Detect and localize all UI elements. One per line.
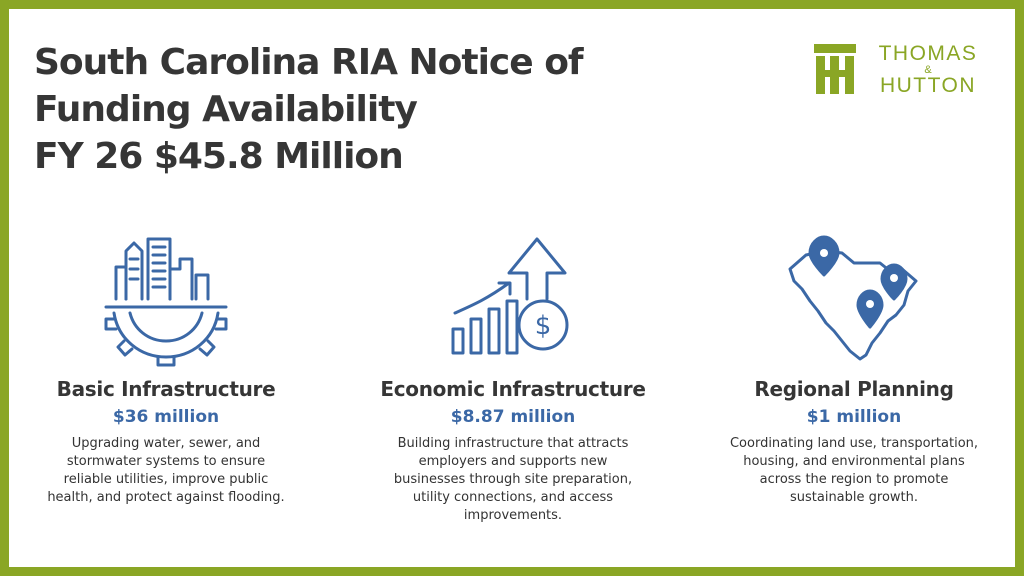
growth-chart-dollar-icon: [443, 229, 583, 369]
th-monogram-icon: [814, 44, 856, 96]
program-description: Upgrading water, sewer, and stormwater systems to ensure reliable utilities, improve public health, and protect against flooding.: [47, 436, 285, 505]
program-title: Regional Planning: [754, 377, 954, 401]
program-description: Coordinating land use, transportation, housing, and environmental plans across the region to promote sustainable growth.: [729, 436, 979, 505]
logo-word-hutton: HUTTON: [879, 74, 977, 97]
title-line-1: South Carolina RIA Notice of: [34, 42, 583, 83]
title-line-3: FY 26 $45.8 Million: [34, 136, 403, 177]
logo-wordmark: [869, 44, 987, 96]
page-title: [34, 39, 674, 180]
state-map-pins-icon: [784, 229, 924, 369]
program-description: Building infrastructure that attracts employers and supports new businesses through site preparation, utility connections, and access improvements.: [393, 436, 633, 523]
program-basic-infrastructure: [16, 229, 316, 507]
logo-ampersand: &: [924, 64, 932, 76]
program-title: Economic Infrastructure: [380, 377, 646, 401]
program-amount: $1 million: [806, 407, 902, 427]
program-economic-infrastructure: [363, 229, 663, 525]
content-frame: [9, 9, 1015, 567]
logo-word-thomas: THOMAS: [878, 42, 978, 65]
program-amount: $8.87 million: [450, 407, 576, 427]
svg-text:$: $: [534, 311, 552, 341]
program-amount: $36 million: [112, 407, 220, 427]
city-gear-icon: [96, 229, 236, 369]
title-line-2: Funding Availability: [34, 89, 417, 130]
program-regional-planning: [704, 229, 1004, 507]
company-logo: [814, 42, 994, 102]
program-title: Basic Infrastructure: [56, 377, 276, 401]
